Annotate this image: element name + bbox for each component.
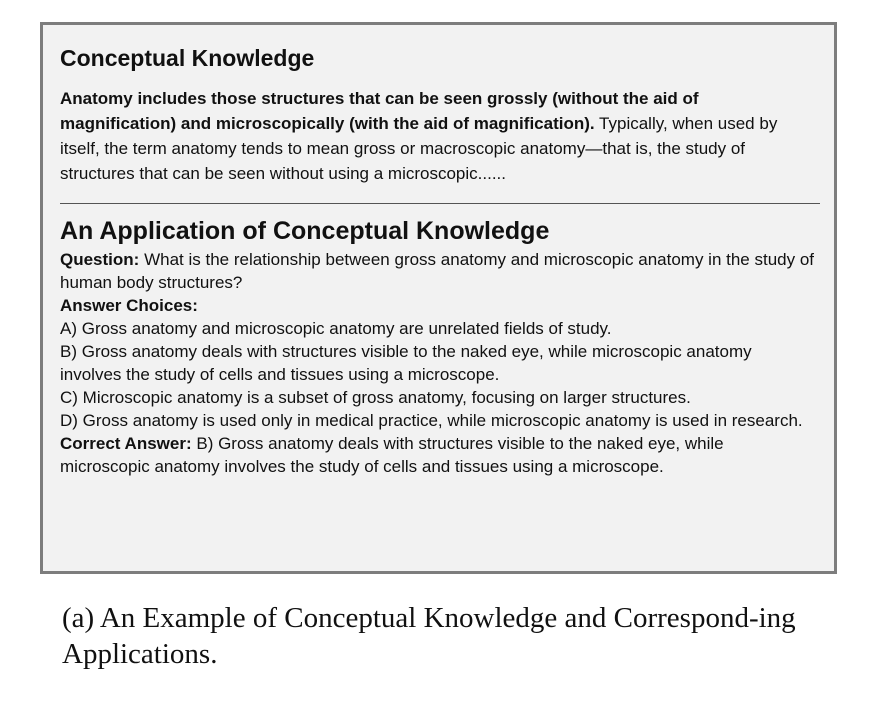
conceptual-knowledge-bold-text: Anatomy includes those structures that can be seen grossly (without the aid of magnification) and microscopically (with the aid of magnification). bbox=[60, 89, 699, 133]
question-label: Question: bbox=[60, 250, 140, 269]
section-divider bbox=[60, 203, 820, 204]
conceptual-knowledge-text bbox=[60, 86, 817, 186]
example-panel bbox=[40, 22, 837, 574]
conceptual-knowledge-regular-text: Typically, when used by itself, the term anatomy tends to mean gross or macroscopic anatomy—that is, the study of structures that can be seen without using a microscopic...... bbox=[60, 114, 778, 183]
answer-choices-list bbox=[60, 317, 817, 432]
answer-choice-b: B) Gross anatomy deals with structures visible to the naked eye, while microscopic anatomy involves the study of cells and tissues using a microscope. bbox=[60, 342, 752, 384]
conceptual-knowledge-section bbox=[60, 43, 817, 186]
application-section bbox=[60, 216, 817, 478]
conceptual-knowledge-heading: Conceptual Knowledge bbox=[60, 45, 315, 71]
answer-choice-c: C) Microscopic anatomy is a subset of gross anatomy, focusing on larger structures. bbox=[60, 388, 691, 407]
correct-answer-block bbox=[60, 432, 817, 478]
question-text: What is the relationship between gross anatomy and microscopic anatomy in the study of human body structures? bbox=[60, 250, 815, 292]
question-block bbox=[60, 248, 817, 294]
correct-answer-label: Correct Answer: bbox=[60, 434, 192, 453]
correct-answer-text: B) Gross anatomy deals with structures visible to the naked eye, while microscopic anatomy involves the study of cells and tissues using a microscope. bbox=[60, 434, 724, 476]
answer-choices-label: Answer Choices: bbox=[60, 296, 198, 315]
figure-caption: (a) An Example of Conceptual Knowledge and Correspond-ing Applications. bbox=[62, 602, 796, 670]
answer-choice-d: D) Gross anatomy is used only in medical practice, while microscopic anatomy is used in research. bbox=[60, 411, 803, 430]
application-heading: An Application of Conceptual Knowledge bbox=[60, 217, 550, 245]
answer-choice-a: A) Gross anatomy and microscopic anatomy are unrelated fields of study. bbox=[60, 319, 612, 338]
